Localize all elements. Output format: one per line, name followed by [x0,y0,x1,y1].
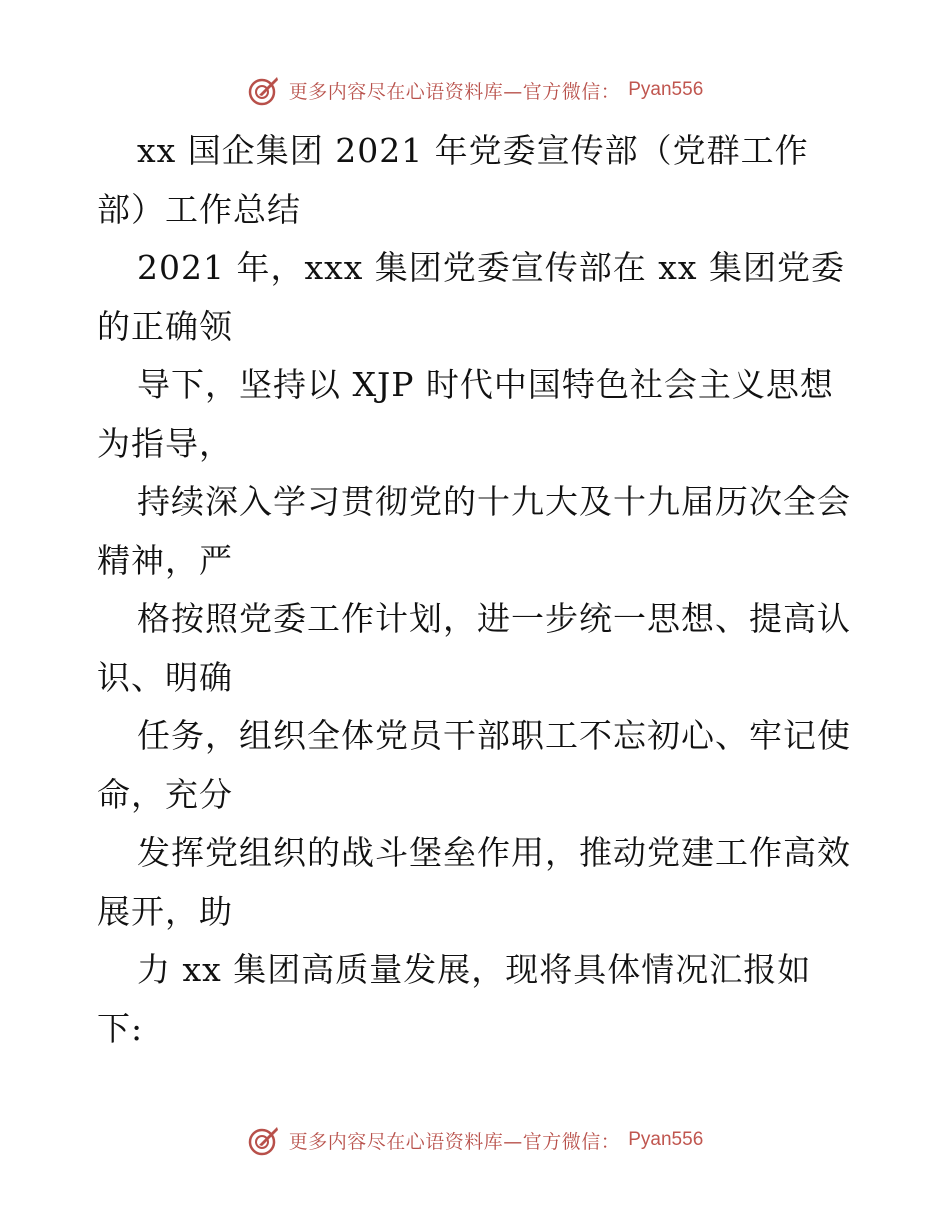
text-line: 格按照党委工作计划，进一步统一思想、提高认 [137,599,851,638]
text-line: 下: [97,1008,144,1048]
watermark-text: 更多内容尽在心语资料库—官方微信： [288,80,621,103]
text-line: 精神，严 [97,540,233,580]
quill-logo-icon [247,73,281,107]
text-line: 导下，坚持以 XJP 时代中国特色社会主义思想 [137,365,834,404]
text-line: 展开，助 [97,891,233,931]
document-body [97,122,857,1058]
watermark-text: 更多内容尽在心语资料库—官方微信： [288,1130,621,1153]
text-line: 的正确领 [97,306,233,346]
watermark-wechat-id: Pyan556 [628,79,704,100]
text-line: xx 国企集团 2021 年党委宣传部（党群工作 [137,131,809,170]
text-line: 持续深入学习贯彻党的十九大及十九届历次全会 [137,482,851,521]
text-line: 命，充分 [97,774,233,814]
text-line: 力 xx 集团高质量发展，现将具体情况汇报如 [137,950,812,989]
text-line: 部）工作总结 [97,189,301,229]
quill-logo-icon [247,1123,281,1157]
footer-watermark [0,1122,950,1158]
watermark-wechat-id: Pyan556 [628,1129,704,1150]
text-line: 2021 年，xxx 集团党委宣传部在 xx 集团党委 [137,248,845,287]
text-line: 任务，组织全体党员干部职工不忘初心、牢记使 [137,716,851,755]
header-watermark [0,72,950,108]
text-line: 识、明确 [97,657,233,697]
text-line: 发挥党组织的战斗堡垒作用，推动党建工作高效 [137,833,851,872]
text-line: 为指导， [97,423,233,463]
